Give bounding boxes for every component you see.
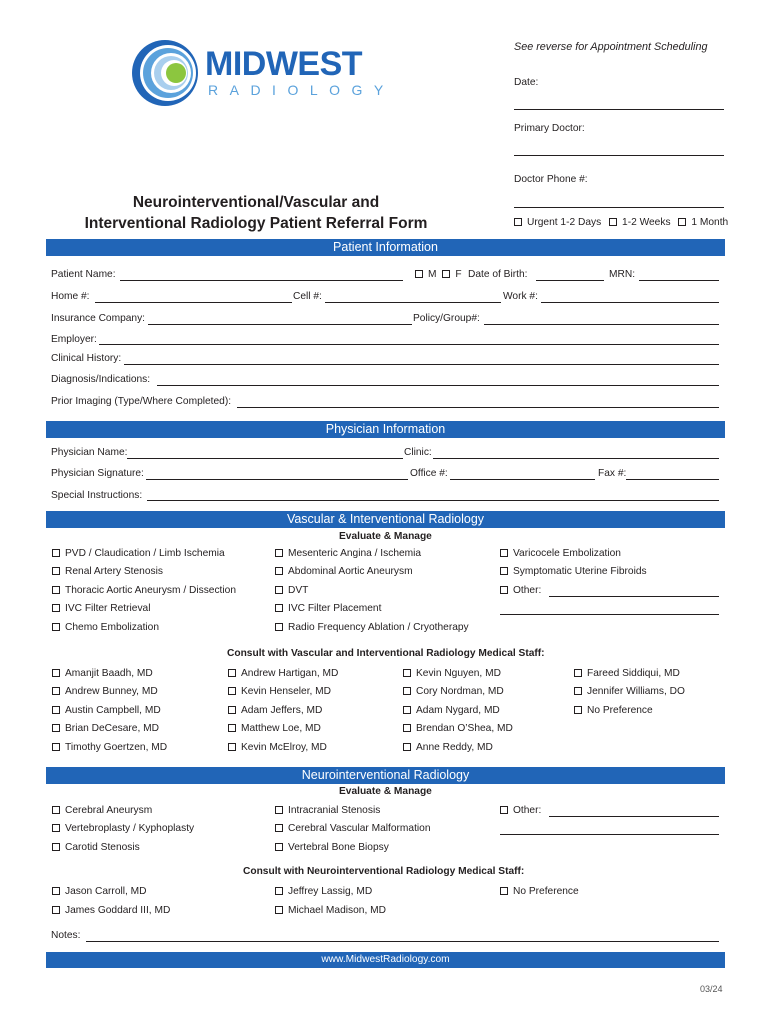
staff-option[interactable]: [228, 686, 331, 697]
option-label: Abdominal Aortic Aneurysm: [288, 566, 413, 577]
staff-option[interactable]: [52, 886, 147, 897]
physician-name-field[interactable]: [127, 458, 403, 459]
prior-imaging-field[interactable]: [237, 407, 719, 408]
staff-name: Timothy Goertzen, MD: [65, 742, 168, 753]
checkbox[interactable]: [500, 806, 508, 814]
staff-option[interactable]: [574, 668, 680, 679]
option-label: Other:: [513, 585, 542, 596]
evaluate-option[interactable]: [52, 548, 225, 559]
urgency-checkbox[interactable]: [609, 218, 617, 226]
urgency-label: 1 Month: [691, 217, 729, 228]
clinic-label: Clinic:: [404, 447, 432, 458]
prior-imaging-label: Prior Imaging (Type/Where Completed):: [51, 396, 232, 407]
staff-option[interactable]: [228, 668, 338, 679]
cell-phone-label: Cell #:: [293, 291, 322, 302]
insurance-label: Insurance Company:: [51, 313, 146, 324]
option-label: Renal Artery Stenosis: [65, 566, 163, 577]
clinical-history-field[interactable]: [124, 364, 719, 365]
checkbox[interactable]: [52, 586, 60, 594]
option-label: IVC Filter Placement: [288, 603, 382, 614]
staff-name: Jason Carroll, MD: [65, 886, 147, 897]
evaluate-option[interactable]: [52, 823, 194, 834]
neuro-consult-heading: Consult with Neurointerventional Radiology Medical Staff:: [243, 866, 525, 877]
policy-field[interactable]: [484, 324, 719, 325]
checkbox[interactable]: [228, 743, 236, 751]
physician-signature-label: Physician Signature:: [51, 468, 144, 479]
work-phone-label: Work #:: [503, 291, 538, 302]
evaluate-option[interactable]: [275, 585, 308, 596]
checkbox[interactable]: [275, 906, 283, 914]
staff-option[interactable]: [403, 686, 504, 697]
date-label: Date:: [514, 77, 539, 88]
primary-doctor-field[interactable]: [514, 155, 724, 156]
checkbox[interactable]: [52, 824, 60, 832]
vascular-evaluate-heading: Evaluate & Manage: [339, 531, 432, 542]
form-title-line2: Interventional Radiology Patient Referral Form: [84, 215, 428, 232]
revision-date: 03/24: [700, 984, 723, 994]
checkbox[interactable]: [403, 687, 411, 695]
staff-option[interactable]: [52, 742, 167, 753]
evaluate-option[interactable]: [52, 566, 163, 577]
checkbox[interactable]: [275, 887, 283, 895]
evaluate-option[interactable]: [500, 566, 647, 577]
staff-name: Austin Campbell, MD: [65, 705, 161, 716]
mrn-field[interactable]: [639, 280, 719, 281]
option-label: Cerebral Aneurysm: [65, 805, 153, 816]
staff-name: Cory Nordman, MD: [416, 686, 504, 697]
staff-option[interactable]: [574, 686, 685, 697]
date-field[interactable]: [514, 109, 724, 110]
checkbox[interactable]: [52, 706, 60, 714]
employer-field[interactable]: [99, 344, 719, 345]
staff-option[interactable]: [228, 723, 321, 734]
dob-label: Date of Birth:: [468, 269, 528, 280]
staff-name: Fareed Siddiqui, MD: [587, 668, 680, 679]
staff-option[interactable]: [52, 723, 159, 734]
option-label: Vertebral Bone Biopsy: [288, 842, 389, 853]
option-label: Mesenteric Angina / Ischemia: [288, 548, 422, 559]
staff-option[interactable]: [403, 742, 493, 753]
staff-name: No Preference: [513, 886, 579, 897]
staff-name: Jennifer Williams, DO: [587, 686, 685, 697]
option-label: Carotid Stenosis: [65, 842, 140, 853]
evaluate-option[interactable]: [275, 805, 380, 816]
urgency-label: 1-2 Weeks: [622, 217, 671, 228]
evaluate-option[interactable]: [275, 566, 413, 577]
option-label: PVD / Claudication / Limb Ischemia: [65, 548, 225, 559]
staff-name: James Goddard III, MD: [65, 905, 171, 916]
neuro-evaluate-heading: Evaluate & Manage: [339, 786, 432, 797]
staff-option[interactable]: [52, 668, 153, 679]
option-label: DVT: [288, 585, 309, 596]
checkbox[interactable]: [52, 669, 60, 677]
evaluate-option[interactable]: [500, 585, 541, 596]
checkbox[interactable]: [574, 706, 582, 714]
staff-name: Kevin Henseler, MD: [241, 686, 332, 697]
checkbox[interactable]: [52, 743, 60, 751]
fax-label: Fax #:: [598, 468, 627, 479]
evaluate-option[interactable]: [275, 842, 389, 853]
checkbox[interactable]: [500, 549, 508, 557]
website-link[interactable]: www.MidwestRadiology.com: [321, 954, 450, 965]
option-label: Vertebroplasty / Kyphoplasty: [65, 823, 195, 834]
mrn-label: MRN:: [609, 269, 636, 280]
staff-name: No Preference: [587, 705, 653, 716]
staff-name: Kevin Nguyen, MD: [416, 668, 501, 679]
staff-name: Kevin McElroy, MD: [241, 742, 327, 753]
vascular-header: Vascular & Interventional Radiology: [46, 511, 725, 528]
staff-option[interactable]: [275, 886, 372, 897]
office-field[interactable]: [450, 479, 595, 480]
physician-signature-field[interactable]: [146, 479, 408, 480]
staff-option[interactable]: [574, 705, 653, 716]
female-label: F: [455, 269, 462, 280]
staff-name: Andrew Bunney, MD: [65, 686, 158, 697]
urgency-options: [514, 217, 728, 228]
checkbox[interactable]: [52, 887, 60, 895]
dob-field[interactable]: [536, 280, 604, 281]
checkbox[interactable]: [228, 687, 236, 695]
option-label: Symptomatic Uterine Fibroids: [513, 566, 647, 577]
urgency-checkbox[interactable]: [678, 218, 686, 226]
checkbox[interactable]: [52, 549, 60, 557]
work-phone-field[interactable]: [541, 302, 719, 303]
option-label: Chemo Embolization: [65, 622, 159, 633]
employer-label: Employer:: [51, 334, 97, 345]
checkbox[interactable]: [228, 724, 236, 732]
logo-mark-icon: [130, 38, 200, 108]
staff-name: Jeffrey Lassig, MD: [288, 886, 373, 897]
office-label: Office #:: [410, 468, 448, 479]
staff-option[interactable]: [52, 686, 158, 697]
notes-label: Notes:: [51, 930, 81, 941]
vascular-other-field[interactable]: [549, 596, 719, 597]
form-title: [46, 192, 466, 234]
staff-option[interactable]: [500, 886, 579, 897]
checkbox[interactable]: [52, 687, 60, 695]
staff-name: Brendan O’Shea, MD: [416, 723, 513, 734]
checkbox[interactable]: [228, 669, 236, 677]
checkbox[interactable]: [574, 687, 582, 695]
logo: [130, 38, 395, 108]
doctor-phone-field[interactable]: [514, 207, 724, 208]
checkbox[interactable]: [500, 887, 508, 895]
special-instructions-label: Special Instructions:: [51, 490, 143, 501]
checkbox[interactable]: [52, 906, 60, 914]
staff-option[interactable]: [228, 742, 327, 753]
checkbox[interactable]: [275, 604, 283, 612]
primary-doctor-label: Primary Doctor:: [514, 123, 585, 134]
checkbox[interactable]: [52, 843, 60, 851]
neuro-other-field-2[interactable]: [500, 834, 719, 835]
checkbox[interactable]: [275, 549, 283, 557]
evaluate-option[interactable]: [275, 622, 469, 633]
neuro-header: Neurointerventional Radiology: [46, 767, 725, 784]
diagnosis-field[interactable]: [157, 385, 719, 386]
staff-option[interactable]: [52, 905, 170, 916]
evaluate-option[interactable]: [52, 603, 150, 614]
see-reverse-note: See reverse for Appointment Scheduling: [514, 41, 708, 53]
patient-info-header: Patient Information: [46, 239, 725, 256]
checkbox[interactable]: [275, 843, 283, 851]
evaluate-option[interactable]: [275, 548, 421, 559]
evaluate-option[interactable]: [275, 823, 431, 834]
checkbox[interactable]: [52, 806, 60, 814]
evaluate-option[interactable]: [52, 805, 152, 816]
vascular-consult-heading: Consult with Vascular and Interventional Radiology Medical Staff:: [227, 648, 545, 659]
urgency-label: Urgent 1-2 Days: [527, 217, 602, 228]
checkbox[interactable]: [52, 623, 60, 631]
staff-name: Matthew Loe, MD: [241, 723, 321, 734]
checkbox[interactable]: [52, 604, 60, 612]
option-label: Thoracic Aortic Aneurysm / Dissection: [65, 585, 236, 596]
option-label: Other:: [513, 805, 542, 816]
option-label: IVC Filter Retrieval: [65, 603, 151, 614]
home-phone-field[interactable]: [95, 302, 292, 303]
checkbox[interactable]: [228, 706, 236, 714]
male-checkbox[interactable]: [415, 270, 423, 278]
insurance-field[interactable]: [148, 324, 412, 325]
special-instructions-field[interactable]: [147, 500, 719, 501]
staff-name: Andrew Hartigan, MD: [241, 668, 339, 679]
notes-field[interactable]: [86, 941, 719, 942]
checkbox[interactable]: [275, 824, 283, 832]
evaluate-option[interactable]: [500, 548, 621, 559]
logo-subtitle: RADIOLOGY: [208, 82, 395, 98]
option-label: Radio Frequency Ablation / Cryotherapy: [288, 622, 469, 633]
checkbox[interactable]: [574, 669, 582, 677]
patient-name-label: Patient Name:: [51, 269, 116, 280]
checkbox[interactable]: [275, 567, 283, 575]
checkbox[interactable]: [403, 724, 411, 732]
staff-name: Amanjit Baadh, MD: [65, 668, 153, 679]
staff-option[interactable]: [403, 723, 513, 734]
checkbox[interactable]: [500, 567, 508, 575]
checkbox[interactable]: [52, 567, 60, 575]
patient-name-field[interactable]: [120, 280, 403, 281]
evaluate-option[interactable]: [275, 603, 381, 614]
checkbox[interactable]: [275, 806, 283, 814]
home-phone-label: Home #:: [51, 291, 90, 302]
staff-option[interactable]: [228, 705, 322, 716]
option-label: Varicocele Embolization: [513, 548, 621, 559]
policy-label: Policy/Group#:: [413, 313, 480, 324]
logo-name: MIDWEST: [205, 45, 363, 83]
staff-name: Adam Nygard, MD: [416, 705, 500, 716]
vascular-other-field-2[interactable]: [500, 614, 719, 615]
checkbox[interactable]: [403, 669, 411, 677]
staff-name: Adam Jeffers, MD: [241, 705, 323, 716]
evaluate-option[interactable]: [500, 805, 541, 816]
checkbox[interactable]: [275, 586, 283, 594]
neuro-other-field[interactable]: [549, 816, 719, 817]
staff-name: Brian DeCesare, MD: [65, 723, 159, 734]
option-label: Cerebral Vascular Malformation: [288, 823, 431, 834]
checkbox[interactable]: [500, 586, 508, 594]
evaluate-option[interactable]: [52, 842, 140, 853]
evaluate-option[interactable]: [52, 585, 236, 596]
checkbox[interactable]: [403, 706, 411, 714]
staff-option[interactable]: [275, 905, 386, 916]
male-label: M: [428, 269, 437, 280]
evaluate-option[interactable]: [52, 622, 159, 633]
staff-name: Anne Reddy, MD: [416, 742, 493, 753]
option-label: Intracranial Stenosis: [288, 805, 381, 816]
checkbox[interactable]: [52, 724, 60, 732]
sex-options: [415, 269, 462, 280]
staff-name: Michael Madison, MD: [288, 905, 386, 916]
female-checkbox[interactable]: [442, 270, 450, 278]
footer-bar: [46, 952, 725, 968]
form-title-line1: Neurointerventional/Vascular and: [132, 194, 380, 211]
checkbox[interactable]: [275, 623, 283, 631]
urgency-checkbox[interactable]: [514, 218, 522, 226]
staff-option[interactable]: [52, 705, 161, 716]
staff-option[interactable]: [403, 668, 501, 679]
physician-name-label: Physician Name:: [51, 447, 128, 458]
clinical-history-label: Clinical History:: [51, 353, 122, 364]
diagnosis-label: Diagnosis/Indications:: [51, 374, 151, 385]
checkbox[interactable]: [403, 743, 411, 751]
physician-info-header: Physician Information: [46, 421, 725, 438]
doctor-phone-label: Doctor Phone #:: [514, 174, 588, 185]
fax-field[interactable]: [626, 479, 719, 480]
staff-option[interactable]: [403, 705, 500, 716]
cell-phone-field[interactable]: [325, 302, 501, 303]
clinic-field[interactable]: [433, 458, 719, 459]
